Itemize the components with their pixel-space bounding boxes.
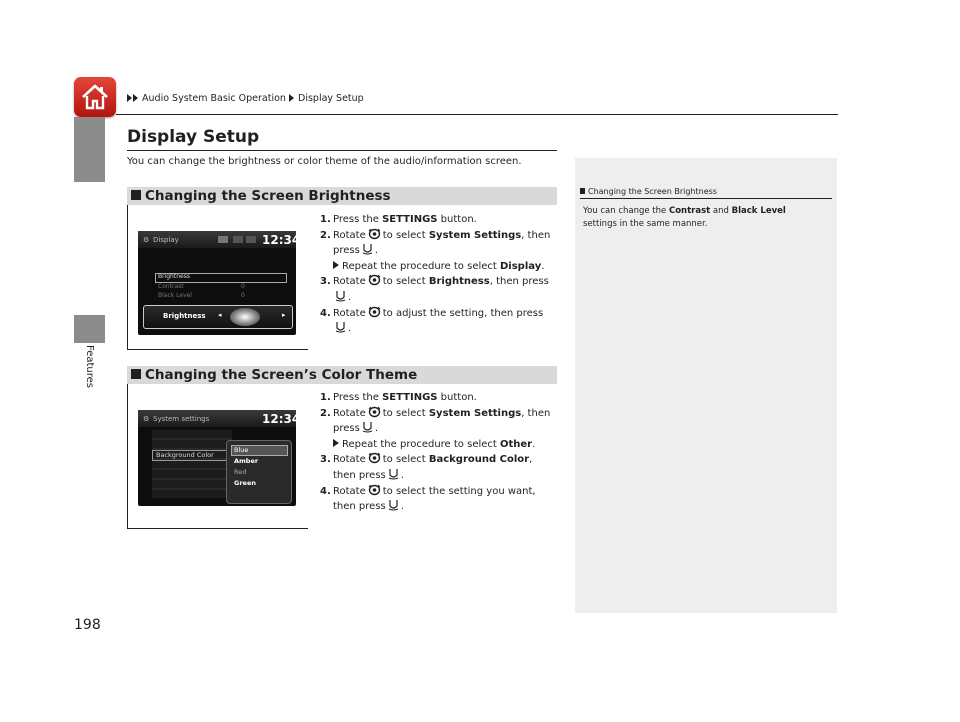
screen-item: Contrast <box>158 283 184 290</box>
brightness-steps <box>320 212 560 337</box>
section-square-icon <box>131 369 141 379</box>
note-rule <box>580 198 832 199</box>
home-icon[interactable] <box>74 77 116 117</box>
rotate-knob-icon <box>368 306 381 318</box>
screen-right-arrow-icon: ▸ <box>282 311 286 319</box>
section-heading-brightness <box>127 187 557 205</box>
step-1: 1. Press the SETTINGS button. <box>320 392 477 403</box>
note-title[interactable]: Changing the Screen Brightness <box>580 187 717 196</box>
screen-menu-list <box>152 430 232 498</box>
section-square-icon <box>131 190 141 200</box>
step-1: 1. Press the SETTINGS button. <box>320 214 477 225</box>
side-tab-decoration <box>74 117 105 182</box>
screen-item-value: 0 <box>241 283 245 290</box>
screen-gear-icon: ⚙ <box>143 415 150 423</box>
screen-item-value: 0 <box>241 292 245 299</box>
breadcrumb-arrow-icon <box>133 94 138 102</box>
screen-row-label: Background Color <box>156 451 214 459</box>
screen-item: Black Level <box>158 292 192 299</box>
color-theme-screenshot-frame <box>127 384 308 529</box>
rotate-knob-icon <box>368 484 381 496</box>
screen-status-icon <box>233 236 243 243</box>
press-knob-icon <box>362 243 373 255</box>
brightness-screenshot-frame <box>127 205 308 350</box>
page-title: Display Setup <box>127 127 260 147</box>
screen-option: Amber <box>234 457 259 465</box>
breadcrumb-arrow-icon <box>127 94 132 102</box>
screen-clock: 12:34 <box>262 233 301 247</box>
step-4: 4. Rotate to select the setting you want, then press . <box>320 485 536 513</box>
press-knob-icon <box>335 290 346 302</box>
breadcrumb-link-audio[interactable]: Audio System Basic Operation <box>142 93 286 104</box>
screen-gear-icon: ⚙ <box>143 236 150 244</box>
press-knob-icon <box>335 321 346 333</box>
screen-adjust-label: Brightness <box>163 312 206 320</box>
step-4: 4. Rotate to adjust the setting, then press . <box>320 307 544 335</box>
note-link-icon <box>580 188 585 194</box>
rotate-knob-icon <box>368 228 381 240</box>
screen-left-arrow-icon: ◂ <box>218 311 222 319</box>
section-heading-text: Changing the Screen’s Color Theme <box>145 367 418 383</box>
press-knob-icon <box>362 421 373 433</box>
color-theme-screen-image <box>138 410 301 506</box>
step-3: 3. Rotate to select Background Color, then press . <box>320 454 533 481</box>
screen-clock: 12:34 <box>262 412 301 426</box>
breadcrumb <box>127 93 364 104</box>
rotate-knob-icon <box>368 274 381 286</box>
rotate-knob-icon <box>368 452 381 464</box>
screen-status-icon <box>246 236 256 243</box>
step-2-sub: Repeat the procedure to select Display. <box>320 259 560 275</box>
screen-option: Green <box>234 479 256 487</box>
press-knob-icon <box>388 499 399 511</box>
press-knob-icon <box>388 468 399 480</box>
step-arrow-icon <box>333 261 339 269</box>
section-heading-color-theme <box>127 366 557 384</box>
brightness-screen-image <box>138 231 301 335</box>
intro-text: You can change the brightness or color theme of the audio/information screen. <box>127 156 522 167</box>
section-heading-text: Changing the Screen Brightness <box>145 188 391 204</box>
screen-item: Brightness <box>158 273 190 280</box>
screen-option: Blue <box>234 446 249 454</box>
title-rule <box>127 150 557 151</box>
color-theme-steps <box>320 390 560 515</box>
breadcrumb-current: Display Setup <box>298 93 364 104</box>
breadcrumb-arrow-icon <box>289 94 294 102</box>
screen-title: Display <box>153 236 179 244</box>
step-2: 2. Rotate to select System Settings, then press . <box>320 407 551 435</box>
screen-status-icon <box>218 236 228 243</box>
side-tab-features[interactable] <box>74 315 105 343</box>
header-rule <box>116 114 838 115</box>
step-3: 3. Rotate to select Brightness, then press . <box>320 276 549 303</box>
step-2-sub: Repeat the procedure to select Other. <box>320 437 560 453</box>
rotate-knob-icon <box>368 406 381 418</box>
screen-title: System settings <box>153 415 210 423</box>
screen-option: Red <box>234 468 247 476</box>
step-2: 2. Rotate to select System Settings, then press . <box>320 229 551 257</box>
note-text: You can change the Contrast and Black Level settings in the same manner. <box>583 206 786 229</box>
page-number: 198 <box>74 617 101 633</box>
side-label: Features <box>84 345 95 388</box>
step-arrow-icon <box>333 439 339 447</box>
screen-dial-icon <box>230 308 260 326</box>
